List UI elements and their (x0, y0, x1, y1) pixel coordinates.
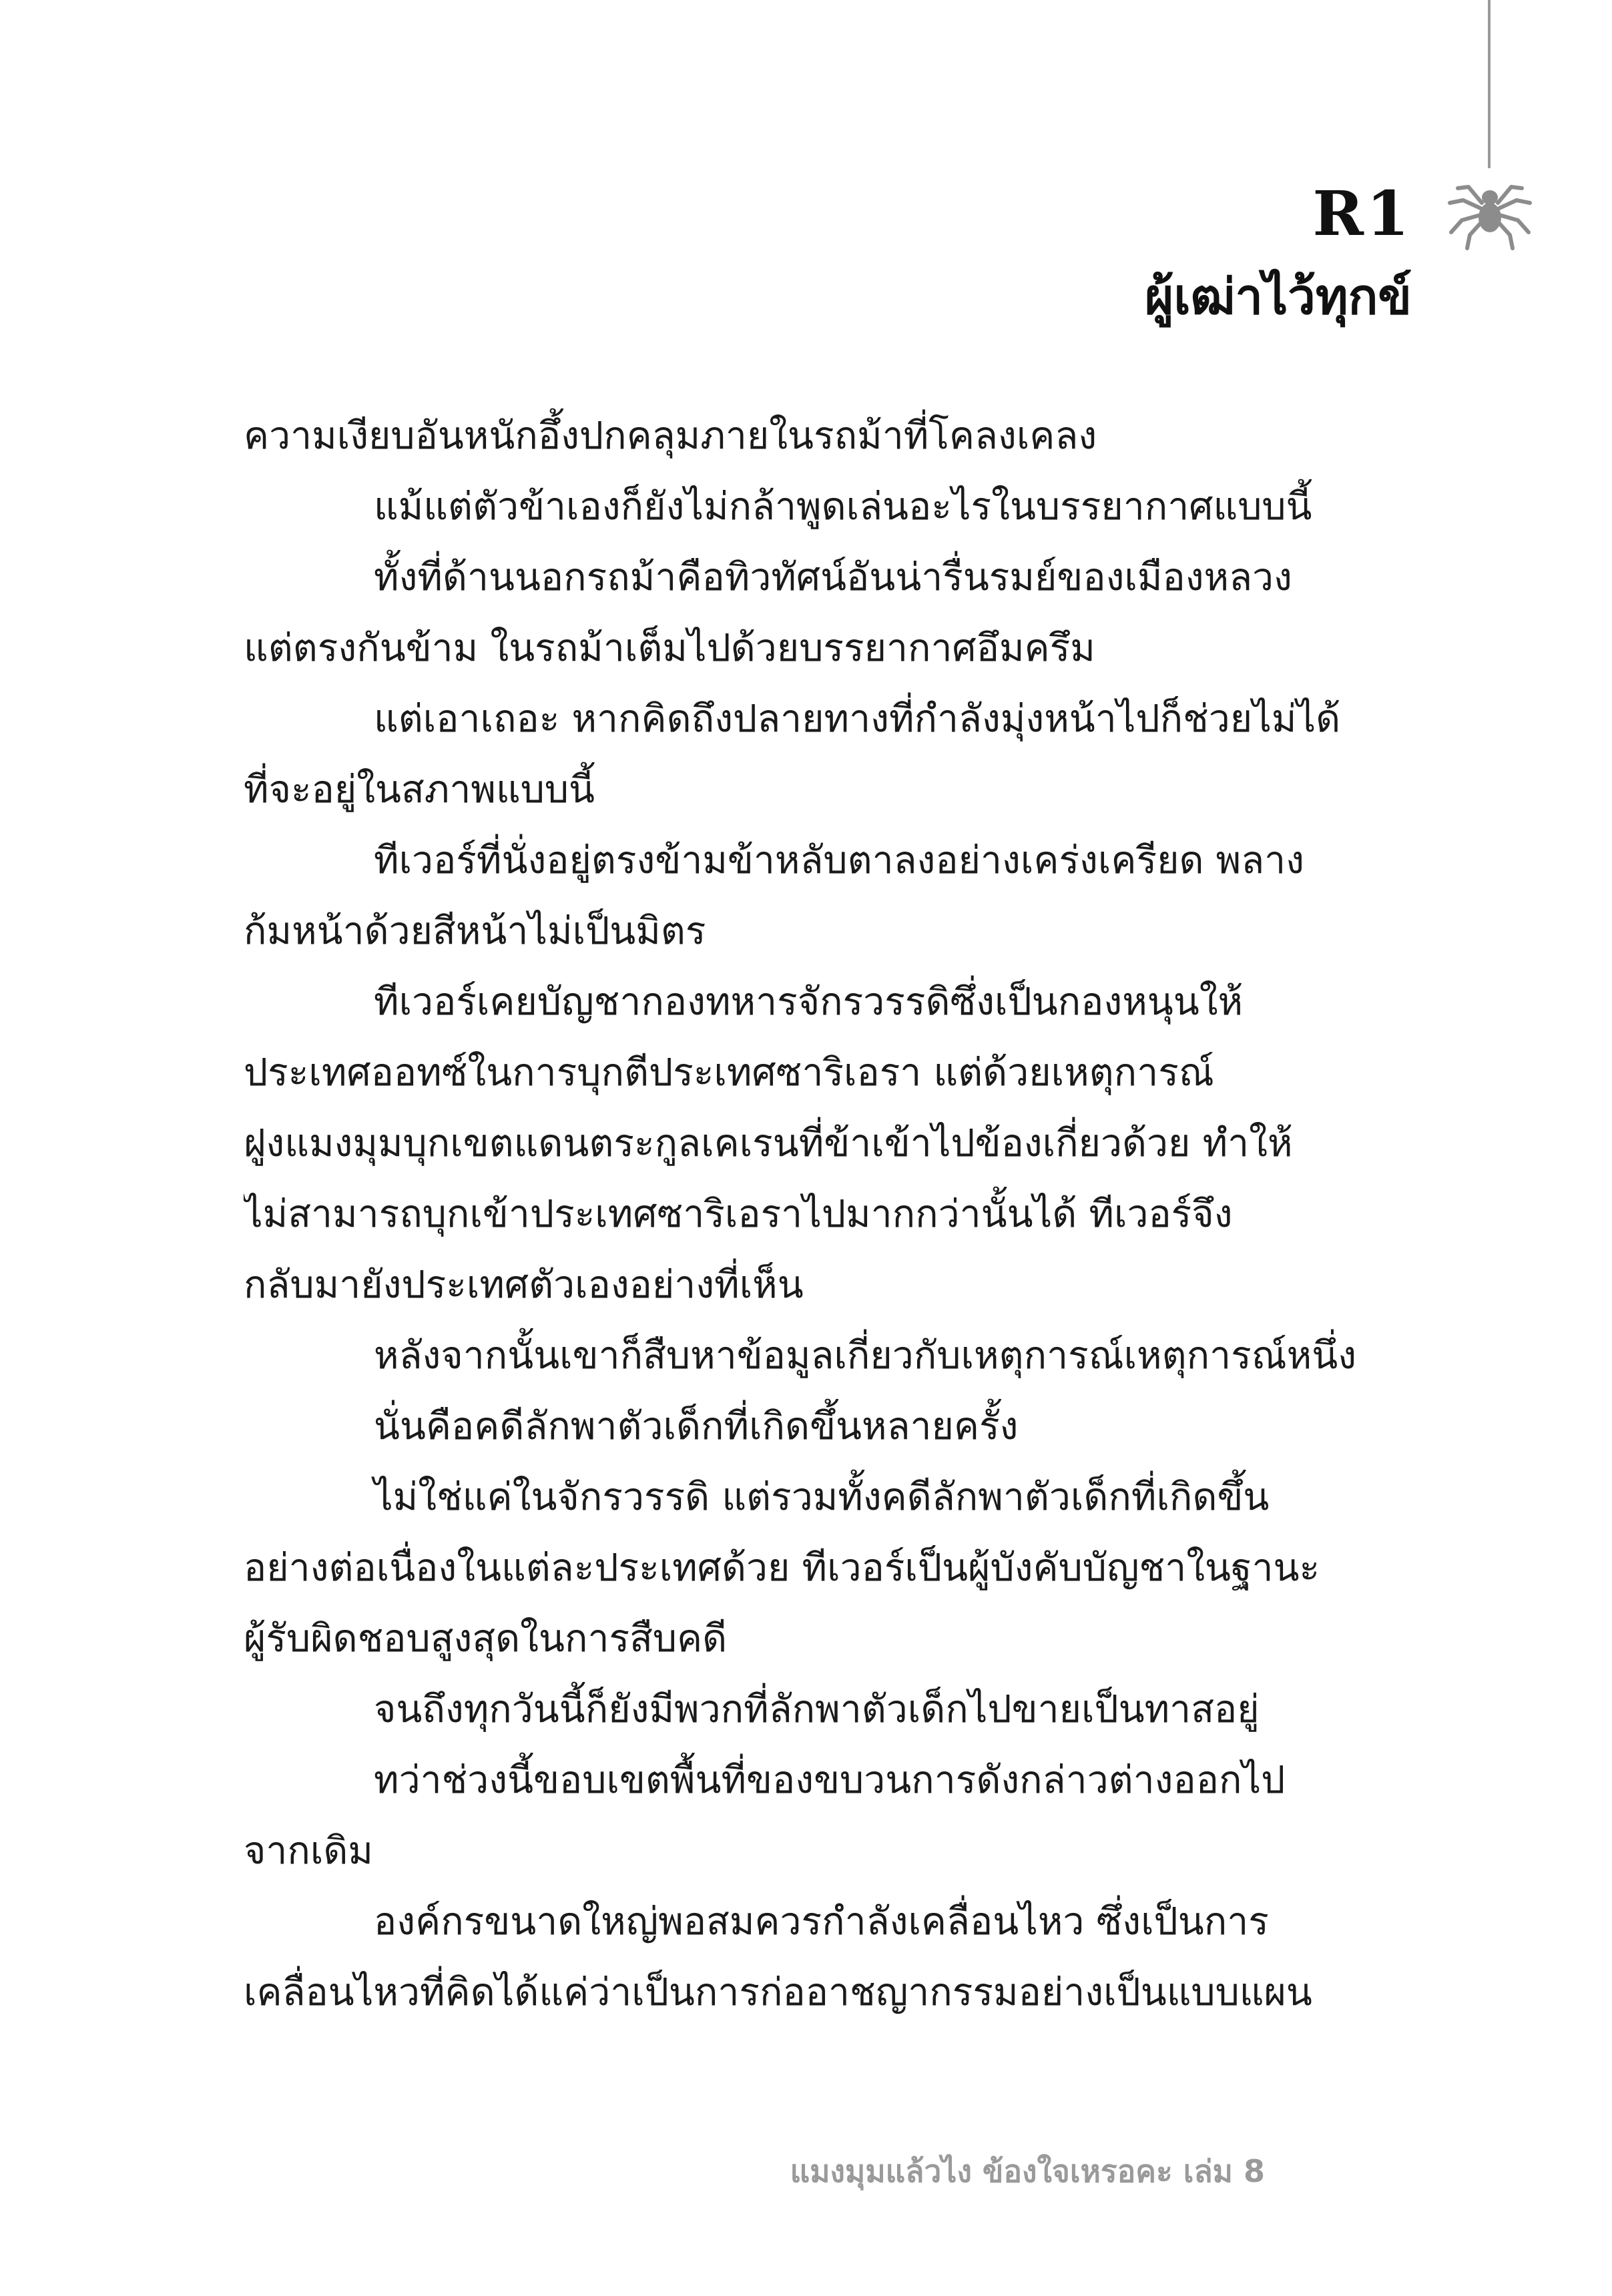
text-line: ประเทศออทซ์ในการบุกตีประเทศซาริเอรา แต่ด้วยเหตุการณ์ (244, 1051, 1214, 1095)
text-line: องค์กรขนาดใหญ่พอสมควรกำลังเคลื่อนไหว ซึ่งเป็นการ (374, 1900, 1269, 1944)
text-line: ทีเวอร์ที่นั่งอยู่ตรงข้ามข้าหลับตาลงอย่างเคร่งเครียด พลาง (374, 838, 1304, 882)
text-line: ทว่าช่วงนี้ขอบเขตพื้นที่ของขบวนการดังกล่าวต่างออกไป (374, 1758, 1286, 1802)
text-line: ผู้รับผิดชอบสูงสุดในการสืบคดี (244, 1617, 728, 1661)
text-line: เคลื่อนไหวที่คิดได้แค่ว่าเป็นการก่ออาชญากรรมอย่างเป็นแบบแผน (244, 1970, 1312, 2014)
text-line: กลับมายังประเทศตัวเองอย่างที่เห็น (244, 1263, 804, 1307)
text-line: จนถึงทุกวันนี้ก็ยังมีพวกที่ลักพาตัวเด็กไปขายเป็นทาสอยู่ (374, 1687, 1260, 1731)
chapter-number: R1 (1312, 178, 1412, 250)
text-line: ทีเวอร์เคยบัญชากองทหารจักรวรรดิซึ่งเป็นกองหนุนให้ (374, 980, 1244, 1024)
text-line: ความเงียบอันหนักอึ้งปกคลุมภายในรถม้าที่โคลงเคลง (244, 414, 1097, 458)
text-line: อย่างต่อเนื่องในแต่ละประเทศด้วย ทีเวอร์เป็นผู้บังคับบัญชาในฐานะ (244, 1546, 1320, 1590)
text-line: ก้มหน้าด้วยสีหน้าไม่เป็นมิตร (244, 909, 706, 953)
text-line: ทั้งที่ด้านนอกรถม้าคือทิวทัศน์อันน่ารื่นรมย์ของเมืองหลวง (374, 555, 1292, 599)
chapter-title: ผู้เฒ่าไว้ทุกข์ (1145, 268, 1412, 326)
spider-icon (1443, 168, 1537, 255)
running-footer: แมงมุมแล้วไง ข้องใจเหรอคะ เล่ม 8 (790, 2153, 1265, 2189)
text-line: ไม่ใช่แค่ในจักรวรรดิ แต่รวมทั้งคดีลักพาตัวเด็กที่เกิดขึ้น (374, 1475, 1270, 1519)
spider-thread (1488, 0, 1491, 168)
text-line: ฝูงแมงมุมบุกเขตแดนตระกูลเคเรนที่ข้าเข้าไปข้องเกี่ยวด้วย ทำให้ (244, 1121, 1293, 1165)
text-line: ที่จะอยู่ในสภาพแบบนี้ (244, 768, 595, 812)
text-line: จากเดิม (244, 1829, 373, 1873)
text-line: แต่เอาเถอะ หากคิดถึงปลายทางที่กำลังมุ่งหน้าไปก็ช่วยไม่ได้ (374, 697, 1341, 741)
text-line: หลังจากนั้นเขาก็สืบหาข้อมูลเกี่ยวกับเหตุการณ์เหตุการณ์หนึ่ง (374, 1334, 1357, 1378)
body-text (244, 400, 1415, 2028)
text-line: นั่นคือคดีลักพาตัวเด็กที่เกิดขึ้นหลายครั้ง (374, 1404, 1019, 1448)
text-line: ไม่สามารถบุกเข้าประเทศซาริเอราไปมากกว่านั้นได้ ทีเวอร์จึง (244, 1192, 1233, 1236)
text-line: แม้แต่ตัวข้าเองก็ยังไม่กล้าพูดเล่นอะไรในบรรยากาศแบบนี้ (374, 485, 1312, 529)
text-line: แต่ตรงกันข้าม ในรถม้าเต็มไปด้วยบรรยากาศอึมครึม (244, 626, 1095, 670)
